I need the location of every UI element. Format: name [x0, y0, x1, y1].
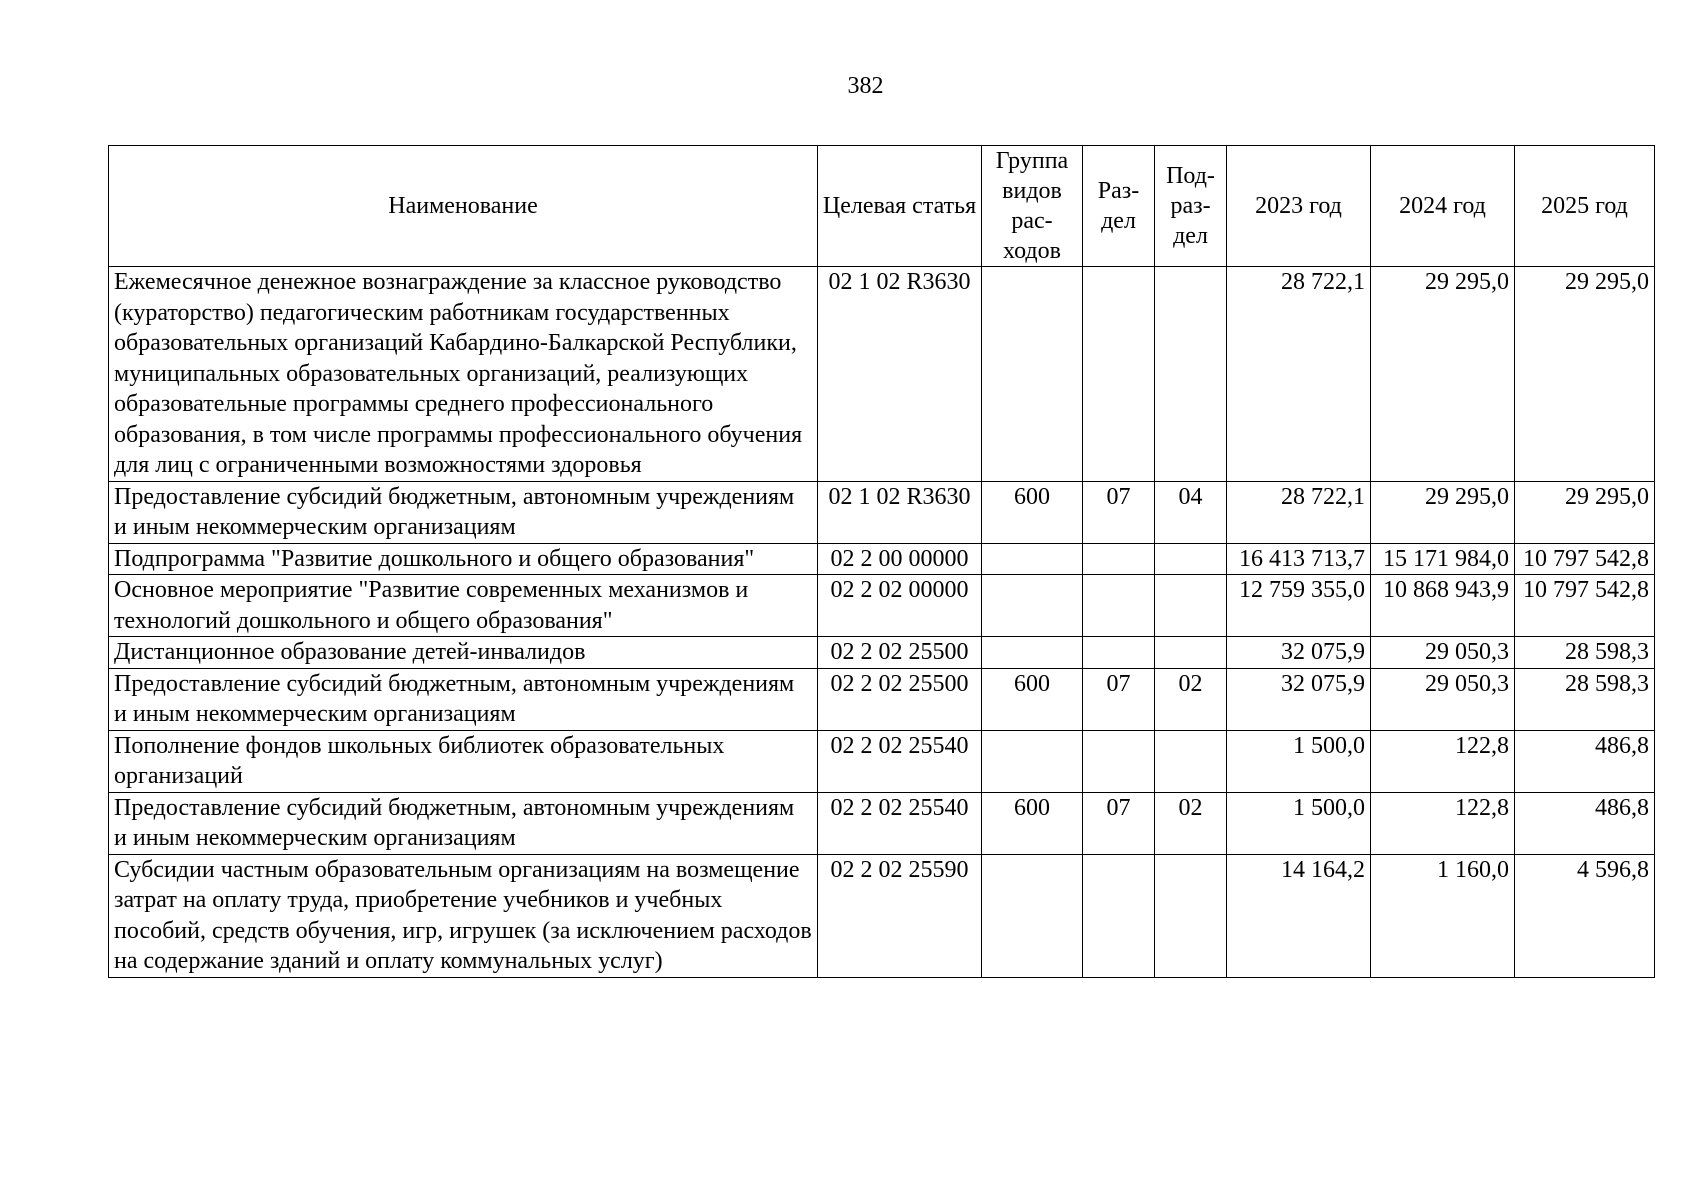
row-2024: 10 868 943,9 — [1371, 575, 1515, 637]
row-code: 02 2 02 25590 — [818, 854, 982, 977]
row-code: 02 2 00 00000 — [818, 543, 982, 575]
page-number: 382 — [847, 73, 884, 99]
row-2025: 486,8 — [1515, 730, 1655, 792]
table-row — [109, 854, 1655, 977]
row-code: 02 2 02 25540 — [818, 730, 982, 792]
table-row — [109, 792, 1655, 854]
row-code: 02 1 02 R3630 — [818, 267, 982, 482]
row-group — [982, 267, 1083, 482]
row-subsection — [1155, 267, 1227, 482]
row-2025: 10 797 542,8 — [1515, 575, 1655, 637]
row-section: 07 — [1083, 792, 1155, 854]
table-row — [109, 668, 1655, 730]
row-2023: 28 722,1 — [1227, 267, 1371, 482]
header-year-2025: 2025 год — [1515, 146, 1655, 267]
table-row — [109, 543, 1655, 575]
row-2023: 12 759 355,0 — [1227, 575, 1371, 637]
row-2024: 29 050,3 — [1371, 637, 1515, 669]
row-name: Основное мероприятие "Развитие современных механизмов и технологий дошкольного и общего образования" — [109, 575, 818, 637]
row-2024: 122,8 — [1371, 792, 1515, 854]
row-group: 600 — [982, 481, 1083, 543]
row-2023: 1 500,0 — [1227, 792, 1371, 854]
header-subsection: Под-раз-дел — [1155, 146, 1227, 267]
header-expense-group: Группа видов рас-ходов — [982, 146, 1083, 267]
row-section — [1083, 575, 1155, 637]
row-name: Ежемесячное денежное вознаграждение за классное руководство (кураторство) педагогическим работникам государственных образовательных организаций Кабардино-Балкарской Республики, муниципальных образовательных организаций, реализующих образовательные программы среднего профессионального образования, в том числе программы профессионального обучения для лиц с ограниченными возможностями здоровья — [109, 267, 818, 482]
row-2025: 29 295,0 — [1515, 481, 1655, 543]
table-row — [109, 575, 1655, 637]
row-2025: 10 797 542,8 — [1515, 543, 1655, 575]
header-section: Раз-дел — [1083, 146, 1155, 267]
row-name: Предоставление субсидий бюджетным, автономным учреждениям и иным некоммерческим организациям — [109, 792, 818, 854]
row-2024: 122,8 — [1371, 730, 1515, 792]
row-name: Предоставление субсидий бюджетным, автономным учреждениям и иным некоммерческим организациям — [109, 668, 818, 730]
budget-table — [108, 145, 1655, 978]
row-subsection: 04 — [1155, 481, 1227, 543]
row-2024: 15 171 984,0 — [1371, 543, 1515, 575]
row-group — [982, 854, 1083, 977]
row-group — [982, 637, 1083, 669]
row-group: 600 — [982, 792, 1083, 854]
row-2023: 16 413 713,7 — [1227, 543, 1371, 575]
row-code: 02 2 02 25500 — [818, 637, 982, 669]
row-2025: 486,8 — [1515, 792, 1655, 854]
row-2023: 32 075,9 — [1227, 668, 1371, 730]
row-section: 07 — [1083, 668, 1155, 730]
row-group: 600 — [982, 668, 1083, 730]
row-code: 02 2 02 25500 — [818, 668, 982, 730]
header-row — [109, 146, 1655, 267]
row-section — [1083, 543, 1155, 575]
row-subsection: 02 — [1155, 668, 1227, 730]
row-section — [1083, 637, 1155, 669]
row-section — [1083, 854, 1155, 977]
row-2025: 28 598,3 — [1515, 668, 1655, 730]
table-row — [109, 637, 1655, 669]
row-2024: 29 295,0 — [1371, 267, 1515, 482]
row-subsection — [1155, 637, 1227, 669]
row-section — [1083, 267, 1155, 482]
row-group — [982, 730, 1083, 792]
row-subsection — [1155, 543, 1227, 575]
row-section: 07 — [1083, 481, 1155, 543]
header-year-2023: 2023 год — [1227, 146, 1371, 267]
row-code: 02 2 02 00000 — [818, 575, 982, 637]
row-group — [982, 575, 1083, 637]
row-2023: 28 722,1 — [1227, 481, 1371, 543]
row-subsection — [1155, 730, 1227, 792]
header-year-2024: 2024 год — [1371, 146, 1515, 267]
header-name: Наименование — [109, 146, 818, 267]
row-2025: 28 598,3 — [1515, 637, 1655, 669]
row-2023: 14 164,2 — [1227, 854, 1371, 977]
row-code: 02 2 02 25540 — [818, 792, 982, 854]
row-subsection: 02 — [1155, 792, 1227, 854]
row-group — [982, 543, 1083, 575]
row-name: Дистанционное образование детей-инвалидов — [109, 637, 818, 669]
table-row — [109, 730, 1655, 792]
row-2023: 1 500,0 — [1227, 730, 1371, 792]
row-code: 02 1 02 R3630 — [818, 481, 982, 543]
header-target-article: Целевая статья — [818, 146, 982, 267]
row-2024: 1 160,0 — [1371, 854, 1515, 977]
row-2023: 32 075,9 — [1227, 637, 1371, 669]
row-subsection — [1155, 575, 1227, 637]
row-section — [1083, 730, 1155, 792]
table-row — [109, 481, 1655, 543]
row-2024: 29 295,0 — [1371, 481, 1515, 543]
row-name: Субсидии частным образовательным организациям на возмещение затрат на оплату труда, приобретение учебников и учебных пособий, средств обучения, игр, игрушек (за исключением расходов на содержание зданий и оплату коммунальных услуг) — [109, 854, 818, 977]
row-subsection — [1155, 854, 1227, 977]
row-2025: 29 295,0 — [1515, 267, 1655, 482]
row-name: Пополнение фондов школьных библиотек образовательных организаций — [109, 730, 818, 792]
row-2024: 29 050,3 — [1371, 668, 1515, 730]
table-row — [109, 267, 1655, 482]
row-name: Подпрограмма "Развитие дошкольного и общего образования" — [109, 543, 818, 575]
row-name: Предоставление субсидий бюджетным, автономным учреждениям и иным некоммерческим организациям — [109, 481, 818, 543]
row-2025: 4 596,8 — [1515, 854, 1655, 977]
